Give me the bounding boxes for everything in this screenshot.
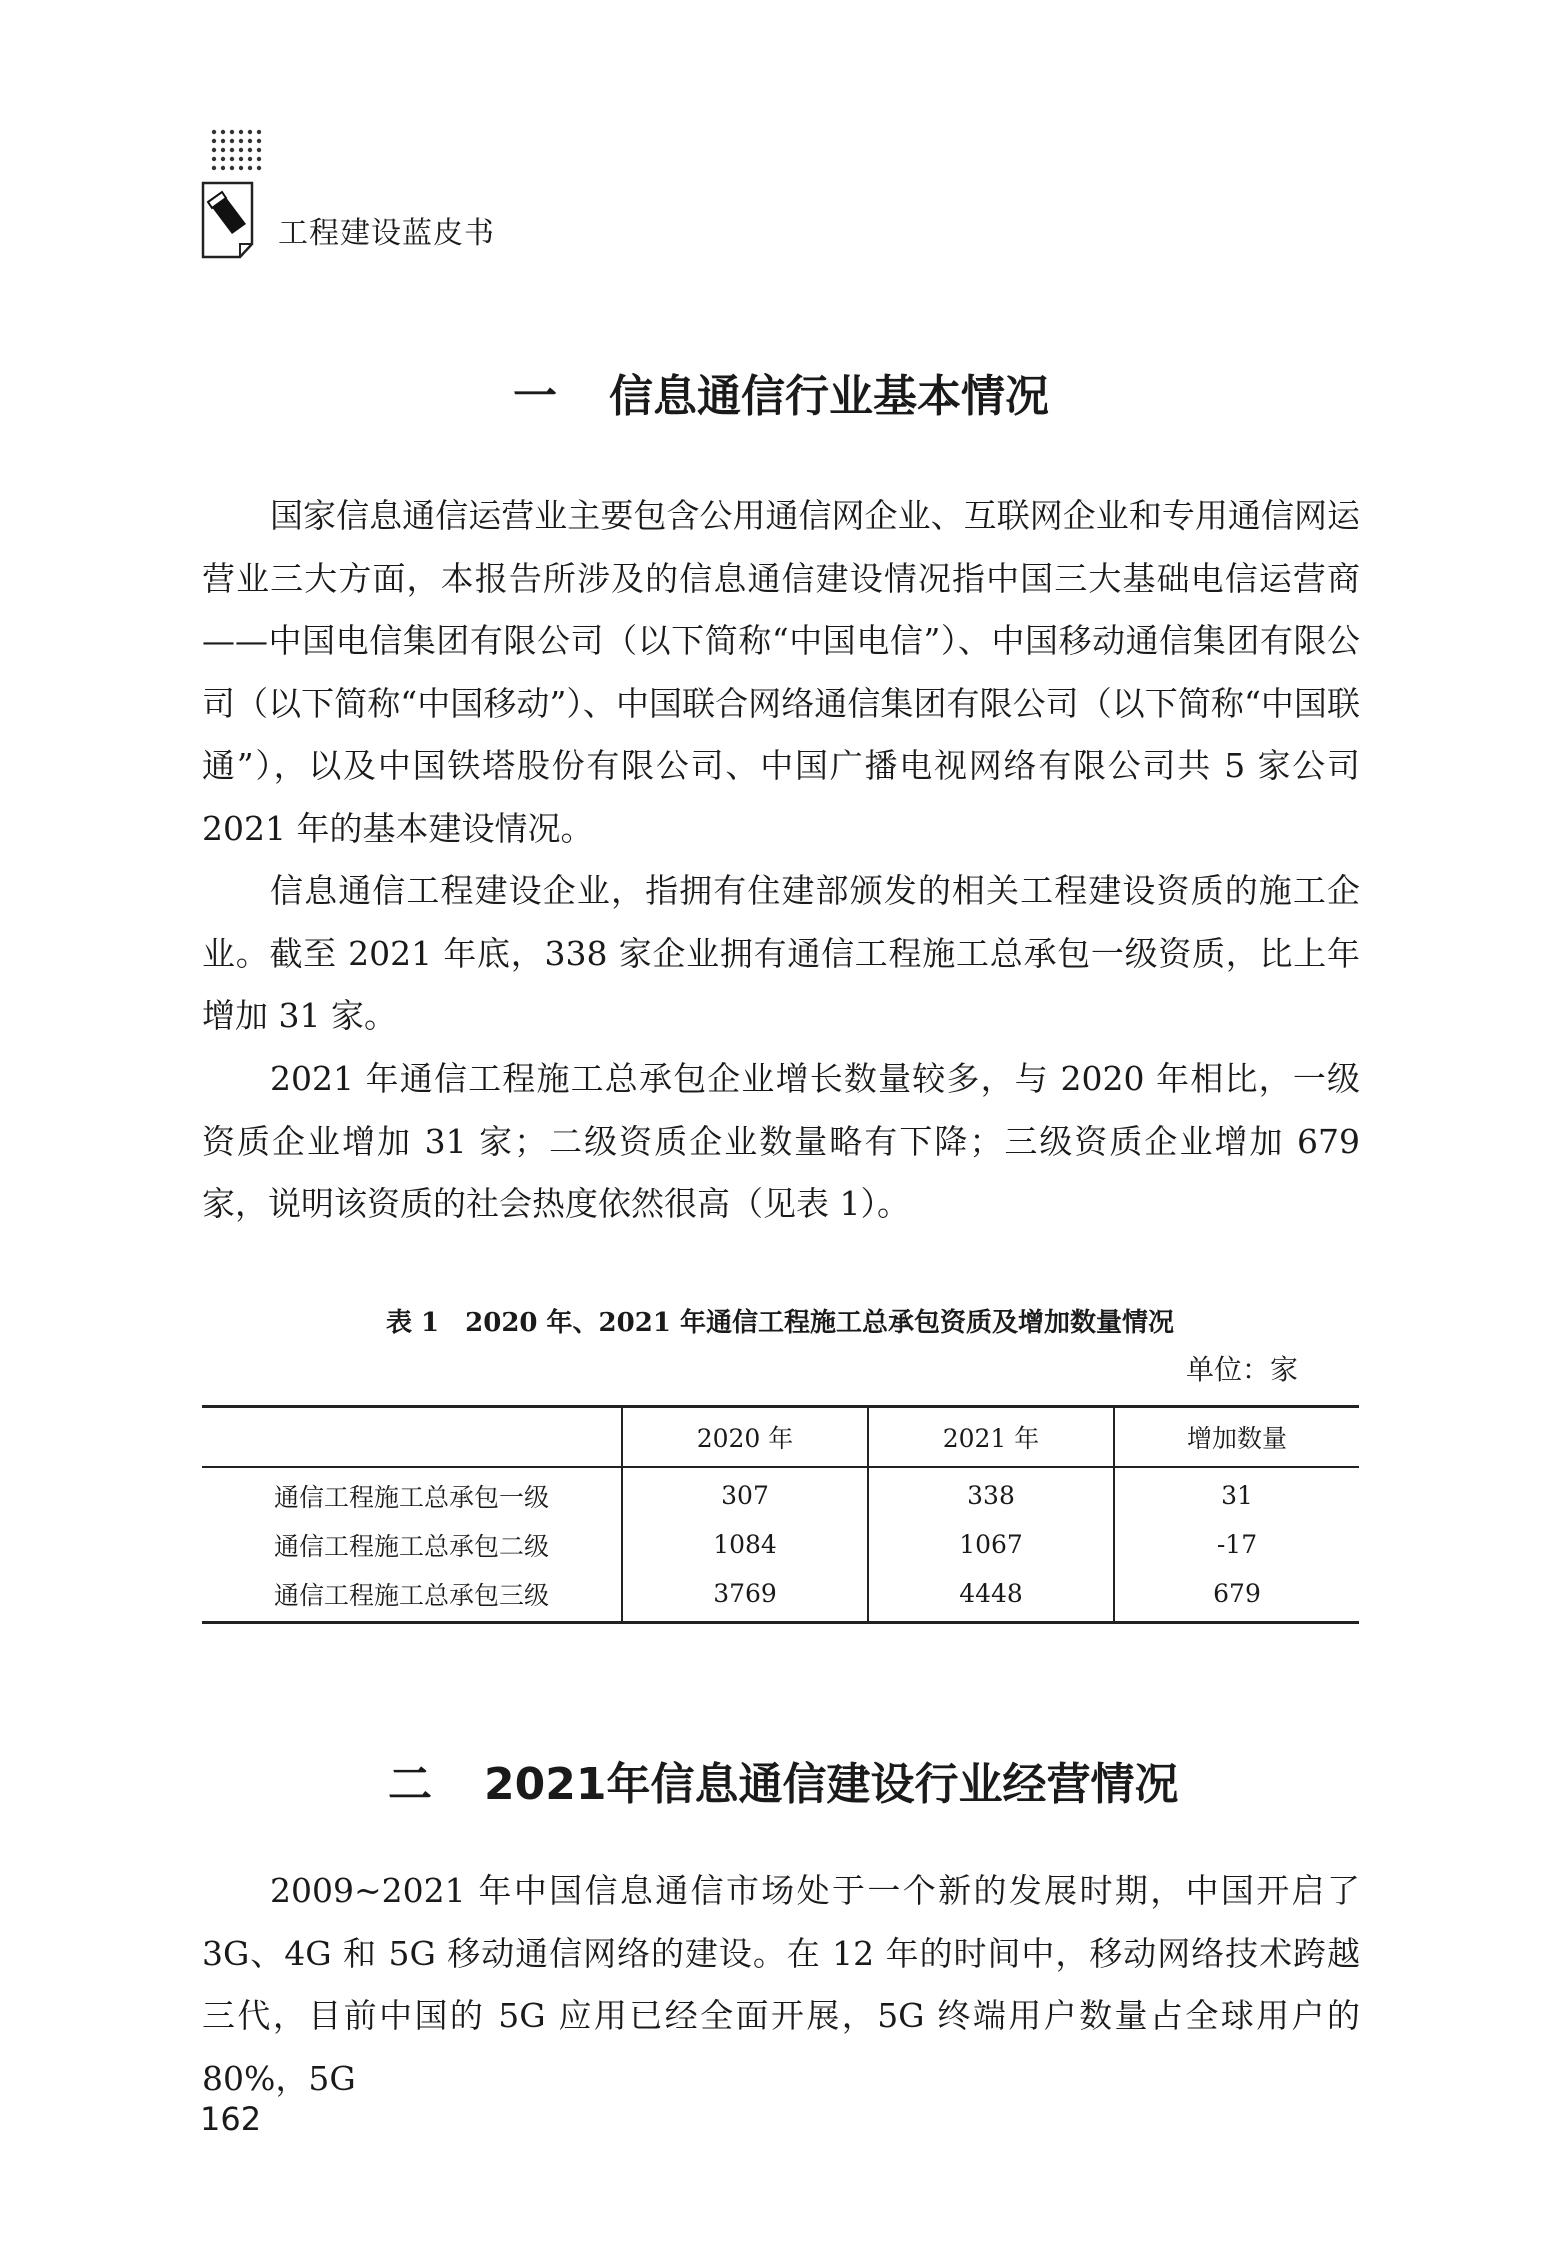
section-1-heading: [513, 360, 1049, 424]
table-cell: 通信工程施工总承包三级: [202, 1569, 622, 1623]
dot-grid-icon: [210, 128, 262, 180]
table-header-cell: [202, 1407, 622, 1468]
section-1-paragraph: 国家信息通信运营业主要包含公用通信网企业、互联网企业和专用通信网运营业三大方面，本报告所涉及的信息通信建设情况指中国三大基础电信运营商——中国电信集团有限公司（以下简称“中国电信”）、中国移动通信集团有限公司（以下简称“中国移动”）、中国联合网络通信集团有限公司（以下简称“中国联通”），以及中国铁塔股份有限公司、中国广播电视网络有限公司共 5 家公司 2021 年的基本建设情况。: [202, 496, 1360, 848]
section-1-title: 信息通信行业基本情况: [609, 371, 1049, 422]
table-cell: 307: [622, 1467, 868, 1520]
table-cell: 679: [1114, 1569, 1359, 1623]
page-number: 162: [200, 2100, 262, 2138]
section-1-paragraph: 信息通信工程建设企业，指拥有住建部颁发的相关工程建设资质的施工企业。截至 2021 年底，338 家企业拥有通信工程施工总承包一级资质，比上年增加 31 家。: [202, 871, 1360, 1035]
table-row: [202, 1569, 1359, 1623]
table-cell: 4448: [868, 1569, 1114, 1623]
table-cell: 338: [868, 1467, 1114, 1520]
table-caption: 表 1 2020 年、2021 年通信工程施工总承包资质及增加数量情况: [386, 1308, 1174, 1338]
table-cell: 通信工程施工总承包一级: [273, 1482, 549, 1512]
section-2-paragraph: 2009~2021 年中国信息通信市场处于一个新的发展时期，中国开启了 3G、4G 和 5G 移动通信网络的建设。在 12 年的时间中，移动网络技术跨越三代，目前中国的 5G 应用已经全面开展，5G 终端用户数量占全球用户的 80%，5G: [202, 1871, 1360, 2098]
table-header-cell: 增加数量: [1114, 1407, 1359, 1468]
table-cell: 通信工程施工总承包二级: [273, 1531, 549, 1561]
table-unit: 单位：家: [1185, 1353, 1298, 1386]
section-2-number: 二: [388, 1759, 432, 1810]
table-header-cell: 2021 年: [868, 1407, 1114, 1468]
table-cell: 3769: [622, 1569, 868, 1623]
book-logo-icon: [200, 180, 262, 260]
section-2-title: 2021年信息通信建设行业经营情况: [484, 1759, 1179, 1810]
qualification-table: [202, 1405, 1359, 1624]
page-header: [200, 128, 620, 268]
table-cell: 1084: [622, 1520, 868, 1569]
table-header-cell: 2020 年: [622, 1407, 868, 1468]
series-title: 工程建设蓝皮书: [278, 216, 495, 251]
section-1-paragraph: 2021 年通信工程施工总承包企业增长数量较多，与 2020 年相比，一级资质企业增加 31 家；二级资质企业数量略有下降；三级资质企业增加 679 家，说明该资质的社会热度依然很高（见表 1）。: [202, 1059, 1360, 1223]
table-row: [202, 1520, 1359, 1569]
table-cell: 31: [1114, 1467, 1359, 1520]
table-cell: -17: [1114, 1520, 1359, 1569]
table-row: [202, 1467, 1359, 1520]
section-2-heading: [388, 1748, 1178, 1812]
table-cell: 1067: [868, 1520, 1114, 1569]
table-header-row: [202, 1407, 1359, 1468]
section-1-number: 一: [513, 371, 557, 422]
